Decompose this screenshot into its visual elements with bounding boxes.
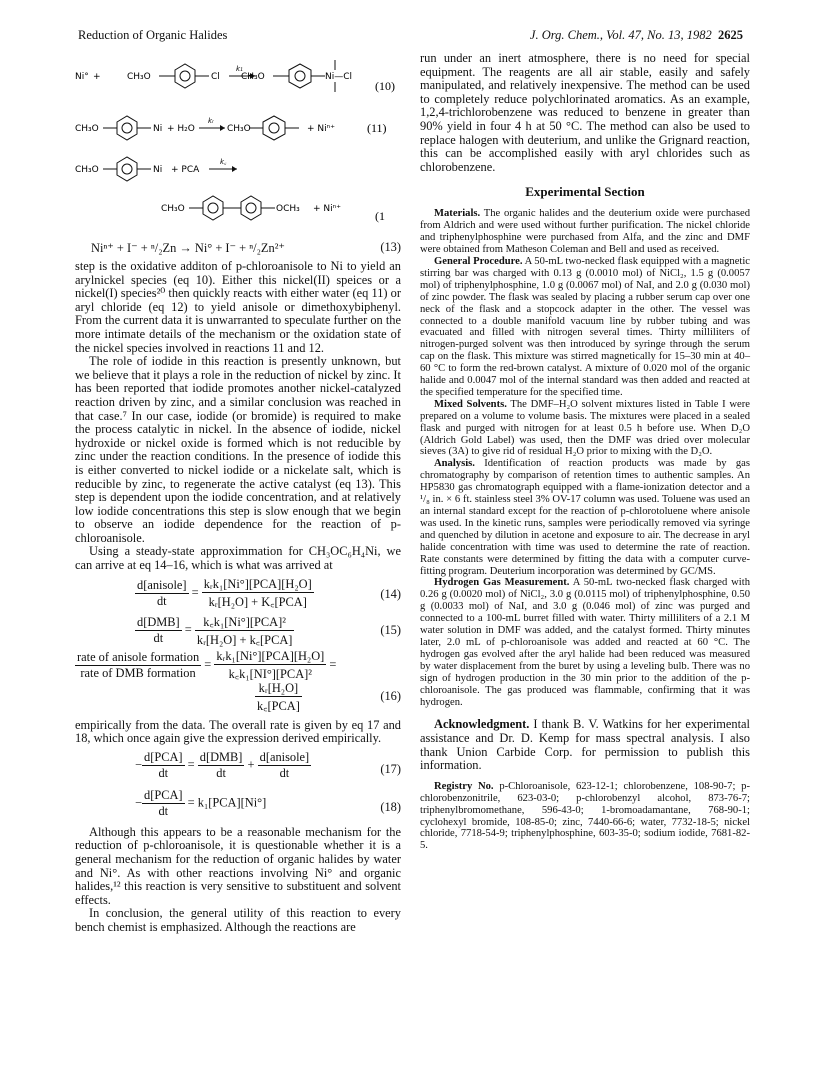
eq14-lhs <box>135 578 189 609</box>
eq12-ni-ion: + Niⁿ⁺ <box>313 204 341 214</box>
eq15-rhs-num: k꜀k₁[Ni°][PCA]² <box>195 613 295 631</box>
eq10-cl: Cl <box>211 72 220 82</box>
registry-text: p-Chloroanisole, 623-12-1; chlorobenzene, 108-90-7; p-chlorobenzonitrile, 623-03-0; p-chlorobenzyl alcohol, 873-76-7; triphenylbromomethane, 596-43-0; 1-bromoadamantane, 768-90-1; cyclohexyl bromide, 108-85-0; zinc, 7440-66-6; water, 7732-18-5; nickel chloride, 7718-54-9; triphenylphosphine, 603-35-0; sodium iodide, 7681-82-5. <box>420 780 750 852</box>
exp-hydrogen-text: A 50-mL two-necked flask charged with 0.26 g (0.0020 mol) of NiCl₂, 3.0 g (0.0115 mol) of triphenylphosphine, 0.50 g (0.0033 mol) of NaI, and 3.0 g (0.046 mol) of zinc was purged and connected to a 100-mL burret filled with water. Thirty milliliters of a 2.1 M water solution in DMF was added, and the catalyst formed. Thirty minutes later, 2.0 mL of p-chloroanisole was added and reacted at 60 °C. The hydrogen gas evolved after the aryl halide had been reduced was measured by water displacement from the buret by using a leveling bulb. There was no sign of hydrogen production in the 30 min prior to the addition of the p-chloroanisole. The gas produced was flammable, confirming that it was hydrogen. <box>420 577 750 708</box>
eq14-lhs-den: dt <box>156 593 167 608</box>
eq12-ni: Ni <box>153 165 163 175</box>
eq10-ni: Ni° <box>75 72 89 82</box>
eq14-lhs-num: d[anisole] <box>137 577 187 592</box>
eq12-number: (1 <box>375 209 385 223</box>
ack-head: Acknowledgment. <box>434 717 530 732</box>
acknowledgment <box>420 718 750 772</box>
journal-citation <box>530 28 743 43</box>
eq18-t1-num: d[PCA] <box>144 787 183 802</box>
eq18-number: (18) <box>380 799 401 814</box>
eq11-ni-ion: + Niⁿ⁺ <box>307 124 335 134</box>
equation-16: $\frac{\text{rate of anisole formation}}{\text{rate of DMB formation}}$ = $\frac{\text{kᵣk₁[Ni°][PCA][H₂O]}}{\text{k꜀k₁[NI°][PCA]²}}$ = $\frac{\text{kᵣ[H₂O]}}{\text{k꜀[PCA]}}$ (16) <box>77 648 401 713</box>
eq14-rhs <box>202 577 314 610</box>
eq16-rhs-den: k꜀k₁[NI°][PCA]² <box>228 666 312 681</box>
eq17-t2 <box>198 750 245 781</box>
running-title: Reduction of Organic Halides <box>78 28 228 42</box>
exp-mixed-text: The DMF–H₂O solvent mixtures listed in Table I were prepared on a volume to volume basis. The mixtures were placed in a sealed flask and purged with nitrogen for at least 0.5 h before use. When D₂O (Aldrich Gold Label) was used, then the DMF was dried over molecular sieves (3A) to give rid of residual H₂O prior to mixing with the D₂O. <box>420 398 750 458</box>
eq16-number: (16) <box>380 688 401 703</box>
page-number: 2625 <box>718 28 743 42</box>
eq14-rhs-den: kᵣ[H₂O] + K꜀[PCA] <box>208 594 307 609</box>
eq11-rate: kᵣ <box>208 117 214 125</box>
exp-materials-head: Materials. <box>434 208 481 220</box>
exp-analysis-head: Analysis. <box>434 458 475 470</box>
exp-hydrogen-head: Hydrogen Gas Measurement. <box>434 577 570 589</box>
eq15-lhs-num: d[DMB] <box>137 614 180 629</box>
equation-13 <box>75 240 401 260</box>
eq12-sub: CH₃O <box>75 165 99 175</box>
equation-15: $\frac{\text{d[DMB]}}{dt}$ = $\frac{\text{k꜀k₁[Ni°][PCA]²}}{\text{kᵣ[H₂O] + k꜀[PCA]}}$ (15) <box>137 614 401 647</box>
exp-materials-text: The organic halides and the deuterium oxide were purchased from Aldrich and were used without further purification. The nickel chloride and triphenylphosphine were purchased from Alfa, and the zinc and DMF were obtained from Matheson Coleman and Bell and used as received. <box>420 208 750 256</box>
registry <box>420 781 750 852</box>
eq17-t1-den: dt <box>158 765 169 780</box>
body-paragraph-6: In conclusion, the general utility of this reaction to every bench chemist is emphasized. Although the reactions are <box>75 906 401 934</box>
exp-general-text: A 50-mL two-necked flask equipped with a magnetic stirring bar was charged with 0.13 g (0.0010 mol) of NiCl₂, 1.5 g (0.0057 mol) of triphenylphosphine, 1.0 g (0.0067 mol) of NaI, and 2.0 g (0.030 mol) of zinc powder. The flask was sealed by placing a rubber serum cap over one neck of the flask and a stopcock adapter in the other. The vessel was connected to a double manifold vacuum line by rubber tubing and was evacuated and filled with nitrogen several times. Thirty milliliters of nitrogen-purged solvent was then introduced by syringe through the serum cap on the flask. This mixture was stirred magnetically for 15–30 min at 40–60 °C to form the red-brown catalyst. A mixture of 0.020 mol of the organic halide and 0.0047 mol of the internal standard was then added and reacted at the specified temperature for the specified time. <box>420 255 750 398</box>
registry-head: Registry No. <box>434 780 494 792</box>
reaction-scheme-drawing <box>75 52 401 240</box>
eq10-sub: CH₃O <box>127 72 151 82</box>
eq11-product-sub: CH₃O <box>227 124 251 134</box>
experimental-heading: Experimental Section <box>525 184 645 200</box>
eq16-lhs <box>75 650 201 681</box>
eq11-number: (11) <box>367 121 387 135</box>
eq16-lhs-num: rate of anisole formation <box>77 649 200 664</box>
eq16-rhs2-num: kᵣ[H₂O] <box>255 681 302 697</box>
eq13-number: (13) <box>380 240 401 254</box>
eq16-rhs2-den: k꜀[PCA] <box>257 698 300 713</box>
exp-hydrogen <box>420 577 750 708</box>
arrowhead-eq11 <box>220 125 225 131</box>
exp-analysis-text: Identification of reaction products was made by gas chromatography by comparison of retention times to authentic samples. An HP5830 gas chromatograph equipped with a flame-ionization detector and a ¹/₈ in. × 6 ft. stainless steel 3% OV-17 column was used. Toluene was used an an internal standard except for the reaction of p-chlorotoluene where anisole was used. In the kinetic runs, samples were periodically removed via syringe and quenched by dilution in acetone and exposure to air. The decrease in aryl halide concentration with time was used to determine the rate of reaction. Rate constants were determined by fitting the data with a computer curve-fitting program. Deuterium incorporation was determined by GC/MS. <box>420 458 750 577</box>
eq18-rhs: = k₁[PCA][Ni°] <box>187 795 267 810</box>
equation-18: − $\frac{\text{d[PCA]}}{dt}$ = k₁[PCA][Ni°] (18) <box>135 787 401 818</box>
body-paragraph-3: Using a steady-state approximmation for CH₃OC₆H₄Ni, we can arrive at eq 14–16, which is what was arrived at <box>75 544 401 573</box>
eq16-rhs-num: kᵣk₁[Ni°][PCA][H₂O] <box>216 648 325 663</box>
eq15-rhs-den: kᵣ[H₂O] + k꜀[PCA] <box>196 632 293 647</box>
eq15-lhs-den: dt <box>153 630 164 645</box>
eq17-number: (17) <box>380 761 401 776</box>
eq11-ni: Ni <box>153 124 163 134</box>
body-paragraph-4: empirically from the data. The overall rate is given by eq 17 and 18, which once again give the expression derived empirically. <box>75 717 401 746</box>
eq10-plus: + <box>93 72 101 82</box>
eq12-product-left: CH₃O <box>161 204 185 214</box>
equation-14: $\frac{\text{d[anisole]}}{dt}$ = $\frac{\text{kᵣk₁[Ni°][PCA][H₂O]}}{\text{kᵣ[H₂O] + K꜀[PCA]}}$ (14) <box>137 576 401 609</box>
right-column <box>420 52 750 852</box>
eq17-t2-num: d[DMB] <box>199 749 243 764</box>
equation-17: − $\frac{\text{d[PCA]}}{dt}$ = $\frac{\text{d[DMB]}}{dt}$ + $\frac{\text{d[anisole]}}{dt}$ (17) <box>135 749 401 780</box>
body-paragraph-1: step is the oxidative additon of p-chloroanisole to Ni to yield an arylnickel species (eq 10). Either this nickel(II) speices or a nickel(I) species²⁰ then quickly reacts with either water (eq 11) or aryl chloride (eq 12) to yield anisole or dimethoxybiphenyl. From the current data it is unwarranted to speculate further on the more intimate details of the mechanism or the oxidation state of the nickel species involved in reactions 11 and 12. <box>75 259 401 355</box>
body-paragraph-7: run under an inert atmosphere, there is no need for special equipment. The reagents are all air stable, easily and safely manipulated, and relatively inexpensive. The method can be used to completely reduce polychlorinated aromatics. As an example, 1,2,4-trichlorobenzene was reduced to benzene in greater than 90% yield in four 4 h at 50 °C. The method can also be used to replace halogen with deuterium, and unlike the Grignard reaction, this can be accomplished easily with aryl chlorides such as chlorobenzene. <box>420 51 750 174</box>
eq10-rate: k₁ <box>236 65 243 73</box>
left-column <box>75 52 401 935</box>
eq14-rhs-num: kᵣk₁[Ni°][PCA][H₂O] <box>203 576 312 591</box>
eq12-pca: + PCA <box>171 165 200 175</box>
exp-mixed-head: Mixed Solvents. <box>434 398 507 410</box>
exp-general <box>420 256 750 399</box>
eq10-product-sub: CH₃O <box>241 72 265 82</box>
eq17-t1-num: d[PCA] <box>144 749 183 764</box>
arrowhead-eq12 <box>232 166 237 172</box>
body-paragraph-2: The role of iodide in this reaction is presently unknown, but we believe that it plays a role in the reduction of nickel by zinc. It has been reported that iodide promotes another nickel-catalyzed reaction driven by zinc, and a similar conclusion was reached in that case.⁷ In our case, iodide (or bromide) is required to make the process catalytic in nickel. In the absence of iodide, nickel hydroxide or nickel oxide is formed which is not reducible by zinc under the reaction conditions. In the presence of iodide this is either converted to nickel iodide or a nickelate salt, which is reducible by zinc, to regenerate the active catalyst (eq 13). This step is dependent upon the iodide concentration, and at relatively low iodide concentrations this step is slow enough that we begin to observe an iodide dependence for the reaction of p-chloroanisole. <box>75 354 401 545</box>
eq17-t1 <box>142 750 185 781</box>
eq17-t3-den: dt <box>279 765 290 780</box>
eq12-product-right: OCH₃ <box>276 204 300 214</box>
eq12-rate: k꜀ <box>220 158 227 166</box>
eq11-sub: CH₃O <box>75 124 99 134</box>
eq16-rhs <box>214 649 326 682</box>
eq17-t2-den: dt <box>216 765 226 780</box>
eq10-ni-cl: Ni—Cl <box>325 72 353 82</box>
eq16-lhs-den: rate of DMB formation <box>80 665 196 680</box>
eq10-number: (10) <box>375 79 395 93</box>
eq11-water: + H₂O <box>167 124 195 134</box>
eq15-number: (15) <box>380 622 401 637</box>
exp-general-head: General Procedure. <box>434 255 523 267</box>
eq17-t3-num: d[anisole] <box>259 749 310 764</box>
exp-mixed <box>420 399 750 459</box>
eq17-t3 <box>258 750 312 781</box>
body-paragraph-5: Although this appears to be a reasonable mechanism for the reduction of p-chloroanisole, it is questionable whether it is a general mechanism for the reduction of organic halides by water and Ni°. As with other reactions involving Ni° and organic halides,¹² this reaction is very sensitive to substituent and solvent effects. <box>75 824 401 907</box>
ack-text: I thank B. V. Watkins for her experimental assistance and Dr. D. Kemp for mass spectral analysis. I also thank Union Carbide Corp. for permission to publish this information. <box>420 717 750 773</box>
eq15-lhs <box>135 615 182 646</box>
eq14-number: (14) <box>380 586 401 601</box>
eq13-text: Niⁿ⁺ + I⁻ + ⁿ/₂Zn → Ni° + I⁻ + ⁿ/₂Zn²⁺ <box>91 241 285 255</box>
exp-materials <box>420 208 750 256</box>
eq15-rhs <box>195 613 295 648</box>
eq18-t1-den: dt <box>158 803 169 818</box>
exp-analysis <box>420 458 750 577</box>
journal-name: J. Org. Chem., Vol. 47, No. 13, 1982 <box>529 28 712 42</box>
eq16-rhs2 <box>255 681 302 714</box>
reaction-scheme <box>75 52 401 240</box>
eq18-t1 <box>142 788 185 819</box>
